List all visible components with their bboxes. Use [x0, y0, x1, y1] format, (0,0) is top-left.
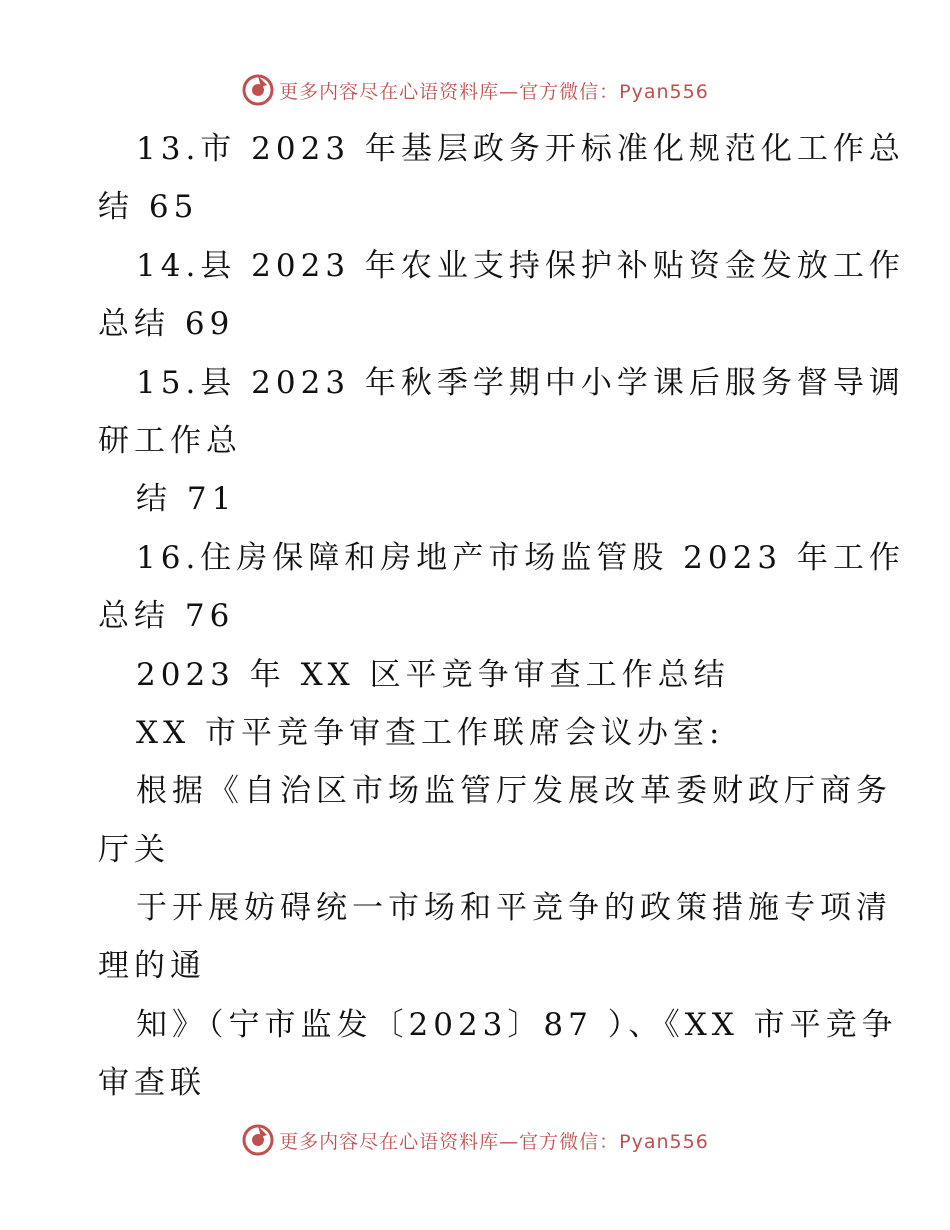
document-body [98, 120, 905, 1113]
text-line: 结 65 [98, 189, 199, 226]
text-line: 根据《自治区市场监管厅发展改革委财政厅商务 [136, 773, 892, 810]
text-line: 总结 76 [98, 598, 235, 635]
text-line: 13.市 2023 年基层政务开标准化规范化工作总 [136, 131, 905, 167]
text-line: 审查联 [98, 1065, 206, 1102]
text-line: 结 71 [136, 481, 237, 518]
text-line: 15.县 2023 年秋季学期中小学课后服务督导调 [136, 364, 905, 401]
text-line: 总结 69 [98, 306, 235, 343]
text-line: 研工作总 [98, 422, 242, 459]
text-line: 知》（宁市监发〔2023〕87 ）、《XX 市平竞争 [136, 1006, 898, 1043]
text-line: 理的通 [98, 948, 206, 985]
text-line: 厅关 [98, 831, 170, 868]
text-line: XX 市平竞争审查工作联席会议办室: [136, 714, 725, 751]
text-line: 14.县 2023 年农业支持保护补贴资金发放工作 [136, 247, 905, 284]
brand-logo-icon [241, 73, 275, 107]
header-banner-text: 更多内容尽在心语资料库—官方微信：Pyan556 [279, 80, 709, 103]
text-line: 2023 年 XX 区平竞争审查工作总结 [136, 656, 730, 693]
footer-banner-text: 更多内容尽在心语资料库—官方微信：Pyan556 [279, 1130, 709, 1153]
header-watermark-banner [0, 70, 950, 110]
brand-logo-icon [241, 1123, 275, 1157]
text-line: 于开展妨碍统一市场和平竞争的政策措施专项清 [136, 890, 892, 927]
footer-watermark-banner [0, 1120, 950, 1160]
text-line: 16.住房保障和房地产市场监管股 2023 年工作 [136, 539, 905, 576]
